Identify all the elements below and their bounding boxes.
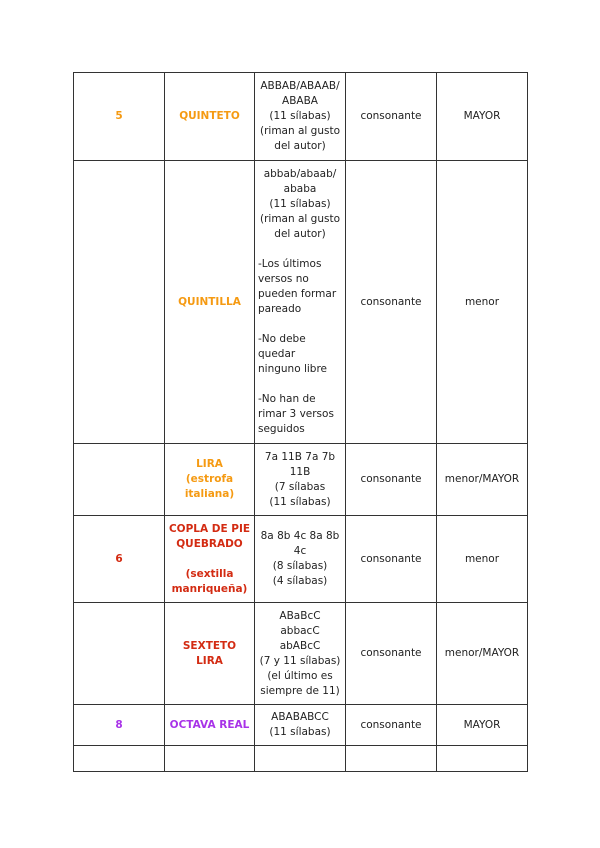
strophe-name-cell: COPLA DE PIE QUEBRADO (sextilla manriqueña) [165,516,255,603]
table-row [74,746,528,772]
syllable-count-cell [74,444,165,516]
table-row [74,603,528,705]
rhyme-type-cell: consonante [346,161,437,444]
rhyme-type-cell: consonante [346,516,437,603]
strophe-name-cell: LIRA (estrofa italiana) [165,444,255,516]
scheme-cell: ABaBcC abbacC abABcC (7 y 11 sílabas) (el último es siempre de 11) [255,603,346,705]
strophe-name-cell: SEXTETO LIRA [165,603,255,705]
empty-cell [346,746,437,772]
syllable-count-cell [74,161,165,444]
syllable-count-cell: 8 [74,705,165,746]
scheme-cell: 7a 11B 7a 7b 11B (7 sílabas (11 sílabas) [255,444,346,516]
rhyme-type-cell: consonante [346,444,437,516]
empty-cell [437,746,528,772]
strophe-name-cell: OCTAVA REAL [165,705,255,746]
art-type-cell: menor [437,516,528,603]
art-type-cell: MAYOR [437,73,528,161]
table-row [74,161,528,444]
strophe-name-cell: QUINTILLA [165,161,255,444]
syllable-count-cell: 6 [74,516,165,603]
art-type-cell: menor/MAYOR [437,444,528,516]
art-type-cell: MAYOR [437,705,528,746]
rhyme-type-cell: consonante [346,73,437,161]
syllable-count-cell: 5 [74,73,165,161]
scheme-cell: 8a 8b 4c 8a 8b 4c (8 sílabas) (4 sílabas) [255,516,346,603]
rhyme-type-cell: consonante [346,705,437,746]
scheme-cell: ABBAB/ABAAB/ ABABA (11 sílabas) (riman al gusto del autor) [255,73,346,161]
empty-cell [74,746,165,772]
empty-cell [165,746,255,772]
art-type-cell: menor/MAYOR [437,603,528,705]
scheme-cell: ABABABCC (11 sílabas) [255,705,346,746]
syllable-count-cell [74,603,165,705]
strophe-table [73,72,528,772]
rhyme-type-cell: consonante [346,603,437,705]
empty-cell [255,746,346,772]
table-row [74,516,528,603]
table-row [74,444,528,516]
scheme-cell: abbab/abaab/ ababa (11 sílabas) (riman al gusto del autor) -Los últimos versos no pueden formar pareado -No debe quedar ninguno libre -No han de rimar 3 versos seguidos [255,161,346,444]
table-row [74,73,528,161]
table-row [74,705,528,746]
art-type-cell: menor [437,161,528,444]
strophe-name-cell: QUINTETO [165,73,255,161]
